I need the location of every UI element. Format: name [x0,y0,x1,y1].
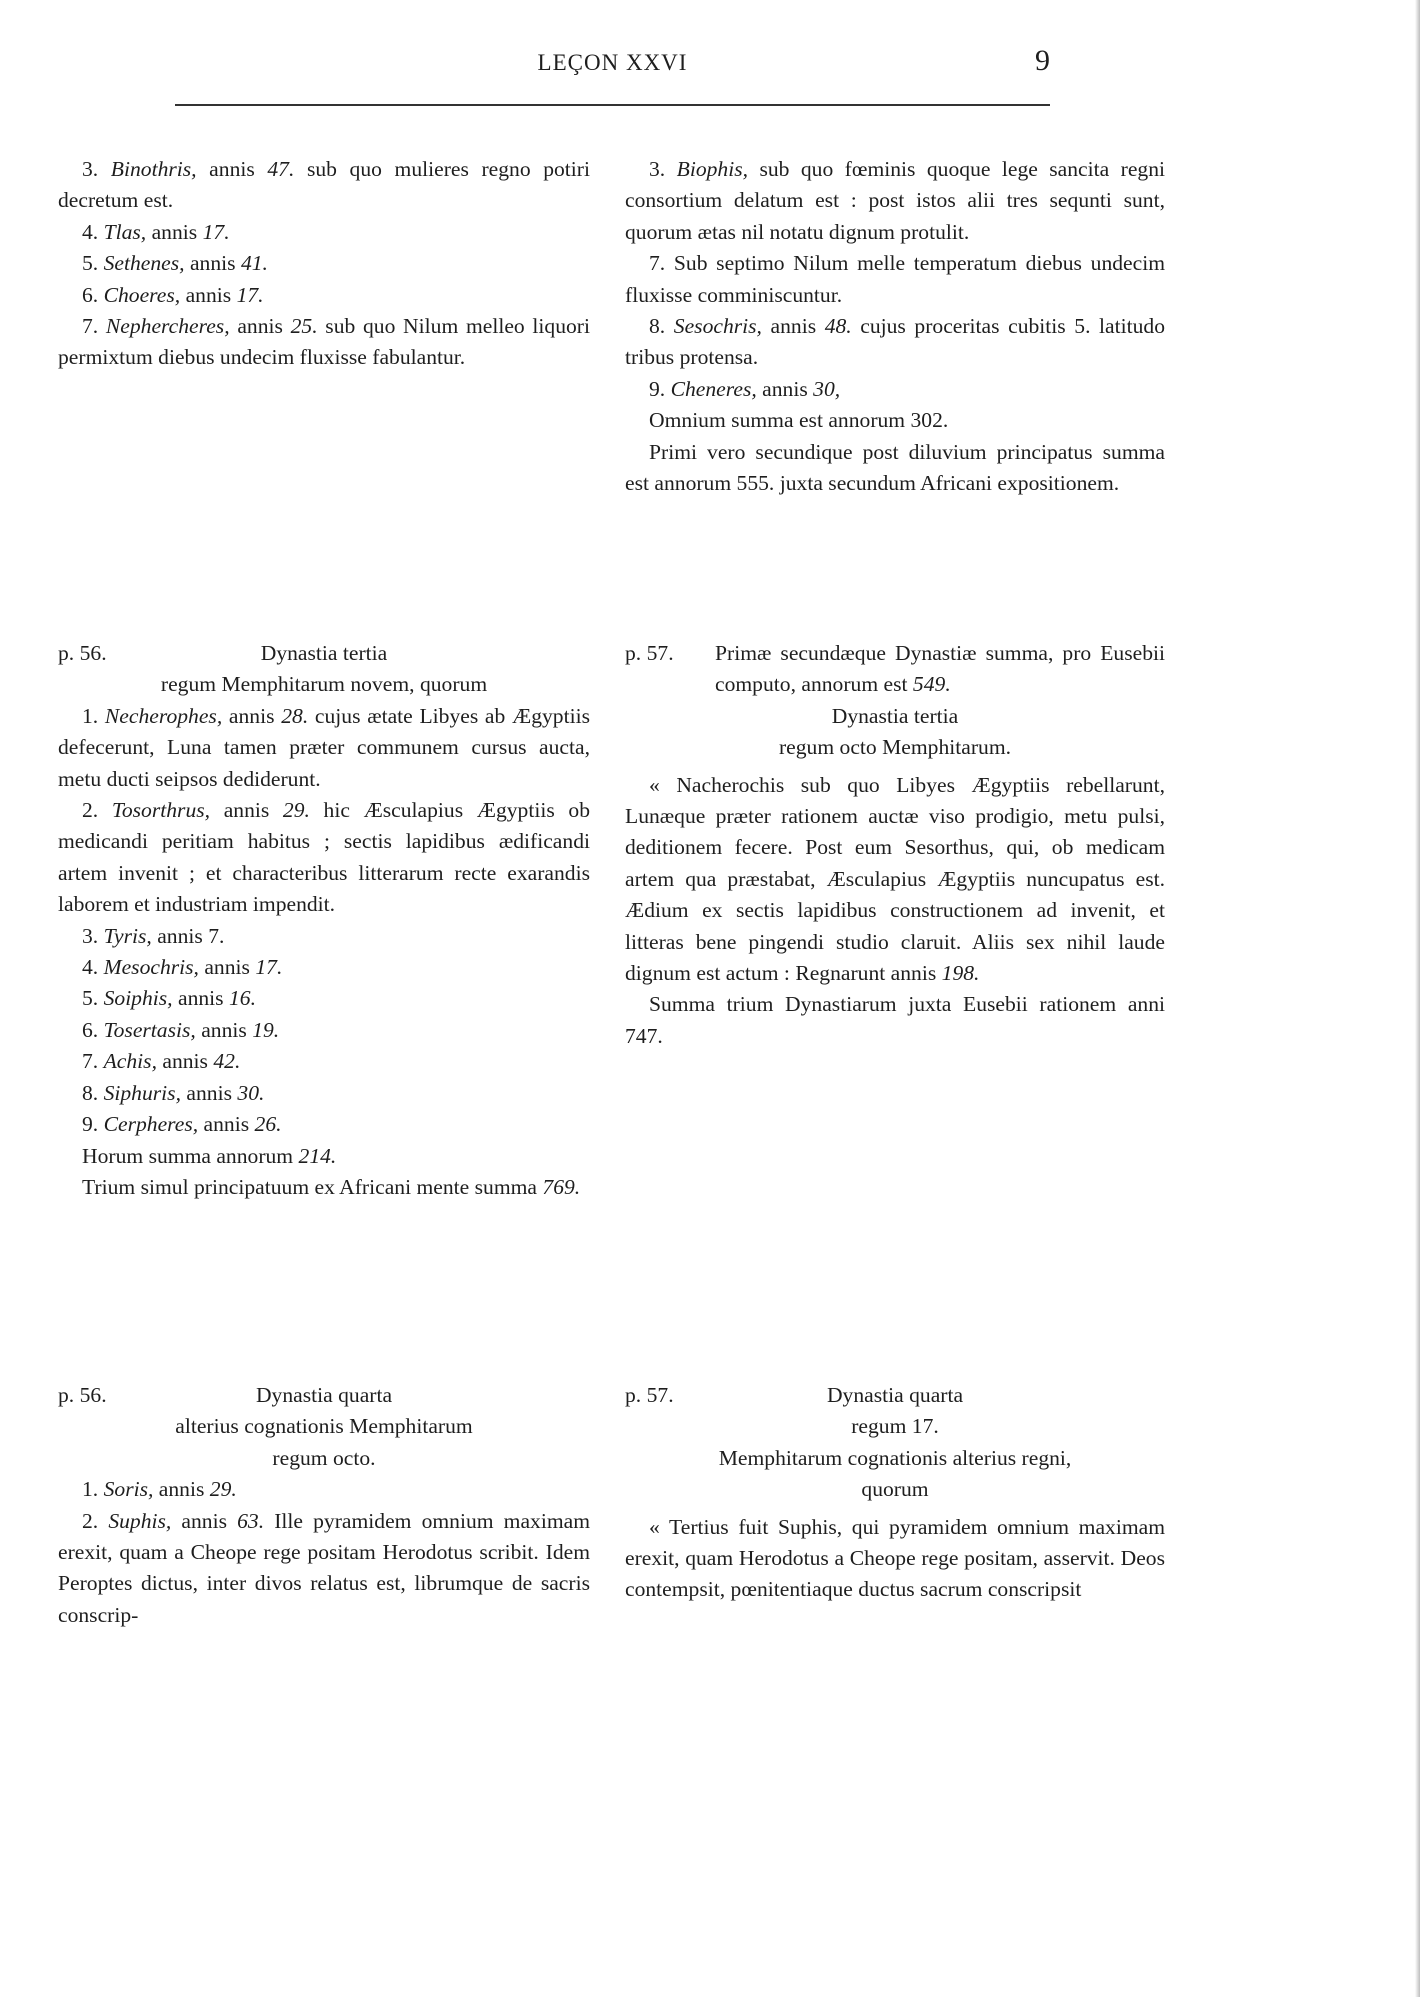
entry-tyris: 3. Tyris, annis 7. [82,923,225,948]
entry-soiphis: 5. Soiphis, annis 16. [82,986,256,1011]
entry-tosertasis: 6. Tosertasis, annis 19. [82,1017,280,1042]
entry-achis: 7. Achis, annis 42. [82,1049,241,1074]
page-ref: p. 57. [625,641,674,665]
page-ref: p. 56. [58,641,107,665]
king-name: Binothris, [110,157,197,181]
left-column-section-3 [58,1380,590,1631]
right-column-section-3 [625,1380,1165,1606]
entry-sesochris: 8. Sesochris, annis 48. cujus proceritas cubitis 5. latitudo tribus protensa. [625,314,1166,370]
summa-omnium: Omnium summa est annorum 302. [649,408,949,433]
entry-choeres: 6. Choeres, annis 17. [82,282,264,307]
entry-soris: 1. Soris, annis 29. [82,1477,237,1502]
heading-line: Dynastia tertia [831,703,959,728]
entry-cheneres: 9. Cheneres, annis 30, [649,376,841,401]
king-name: Tosertasis, [103,1017,196,1042]
left-column-section-1 [58,154,590,374]
entry-nephercheres: 7. Nephercheres, annis 25. sub quo Nilum melleo liquori permixtum diebus undecim fluxisse fabulantur. [58,314,590,370]
page-number: 9 [1035,44,1050,77]
page-edge-shadow [1415,0,1420,1997]
king-name: Necherophes, [104,703,223,728]
intro-paragraph: p. 57. Primæ secundæque Dynastiæ summa, pro Eusebii computo, annorum est 549. [625,638,1165,701]
heading-line: Dynastia quarta [826,1383,964,1407]
page-header [175,44,1050,106]
running-title: LEÇON XXVI [537,50,688,75]
entry-binothris: 3. Binothris, annis 47. sub quo mulieres regno potiri decretum est. [58,157,591,213]
entry-sethenes: 5. Sethenes, annis 41. [82,251,268,276]
entry-biophis: 3. Biophis, sub quo fœminis quoque lege sancita regni consortium delatum est : post istos alii tres sequnti sunt, quorum ætas nil notatu dignum protulit. [625,157,1166,244]
page-ref: p. 57. [625,1383,674,1407]
king-name: Nephercheres, [105,314,230,339]
king-name: Suphis, [108,1508,172,1533]
dynasty-heading [58,638,590,701]
right-column-section-1 [625,154,1165,499]
entry-mesochris: 4. Mesochris, annis 17. [82,955,283,980]
entry-necherophes: 1. Necherophes, annis 28. cujus ætate Libyes ab Ægyptiis defecerunt, Luna tamen præter communem cursus aucta, metu ducti seipsos dediderunt. [58,703,590,791]
king-name: Sesochris, [673,314,762,339]
king-name: Achis, [103,1049,157,1074]
dynasty-heading [58,1380,590,1474]
eusebius-quote: « Tertius fuit Suphis, qui pyramidem omnium maximam erexit, quam Herodotus a Cheope rege positam, asservit. Deos contempsit, pœnitentiaque ductus sacrum conscripsit [625,1514,1165,1602]
king-name: Sethenes, [103,251,185,276]
king-name: Biophis, [676,157,749,181]
heading-line: Memphitarum cognationis alterius regni, [718,1445,1072,1470]
page-ref: p. 56. [58,1383,107,1407]
entry-cerpheres: 9. Cerpheres, annis 26. [82,1112,282,1137]
heading-line: regum octo Memphitarum. [778,735,1012,760]
left-column-section-2 [58,638,590,1203]
summa-eusebii: Summa trium Dynastiarum juxta Eusebii rationem anni 747. [625,992,1165,1048]
heading-line: quorum [861,1477,929,1502]
heading-line: Dynastia quarta [255,1383,393,1407]
king-name: Tlas, [103,219,147,244]
entry-tlas: 4. Tlas, annis 17. [82,219,230,244]
dynasty-heading [625,1380,1165,1506]
entry-siphuris: 8. Siphuris, annis 30. [82,1080,265,1105]
king-name: Soiphis, [103,986,173,1011]
heading-line: regum 17. [851,1414,939,1439]
summa-horum: Horum summa annorum 214. [82,1143,337,1168]
summa-trium: Trium simul principatuum ex Africani mente summa 769. [82,1174,581,1199]
king-name: Cerpheres, [103,1112,199,1137]
entry-seventh: 7. Sub septimo Nilum melle temperatum diebus undecim fluxisse comminiscuntur. [625,251,1166,307]
king-name: Choeres, [103,282,181,307]
heading-line: regum octo. [272,1445,376,1470]
king-name: Mesochris, [103,955,199,980]
king-name: Soris, [103,1477,154,1502]
heading-line: Dynastia tertia [260,641,388,665]
entry-suphis: 2. Suphis, annis 63. Ille pyramidem omnium maximam erexit, quam a Cheope rege positam Herodotus scribit. Idem Peroptes dictus, inter divos relatus est, librumque de sacris conscrip- [58,1508,591,1627]
king-name: Cheneres, [670,376,757,401]
king-name: Siphuris, [103,1080,181,1105]
heading-line: regum Memphitarum novem, quorum [160,672,488,697]
right-column-section-2 [625,638,1165,1052]
king-name: Tyris, [103,923,152,948]
heading-line: alterius cognationis Memphitarum [175,1414,473,1439]
eusebius-quote: « Nacherochis sub quo Libyes Ægyptiis rebellarunt, Lunæque præter rationem auctæ viso prodigio, metu pulsi, deditionem fecere. Post eum Sesorthus, qui, ob medicam artem qua præstabat, Æsculapius Ægyptiis nuncupatus est. Ædium ex sectis lapidibus constructionem ad invenit, et litteras bene pingendi studio claruit. Aliis sex nihil laude dignum est actum : Regnarunt annis 198. [625,772,1165,986]
king-name: Tosorthrus, [111,798,211,823]
summa-principatus: Primi vero secundique post diluvium principatus summa est annorum 555. juxta secundum Africani expositionem. [625,439,1165,496]
entry-tosorthrus: 2. Tosorthrus, annis 29. hic Æsculapius Ægyptiis ob medicandi peritiam habitus ; sectis lapidibus ædificandi artem invenit ; et characteribus litterarum recte exarandis laborem et industriam impendit. [58,798,590,917]
